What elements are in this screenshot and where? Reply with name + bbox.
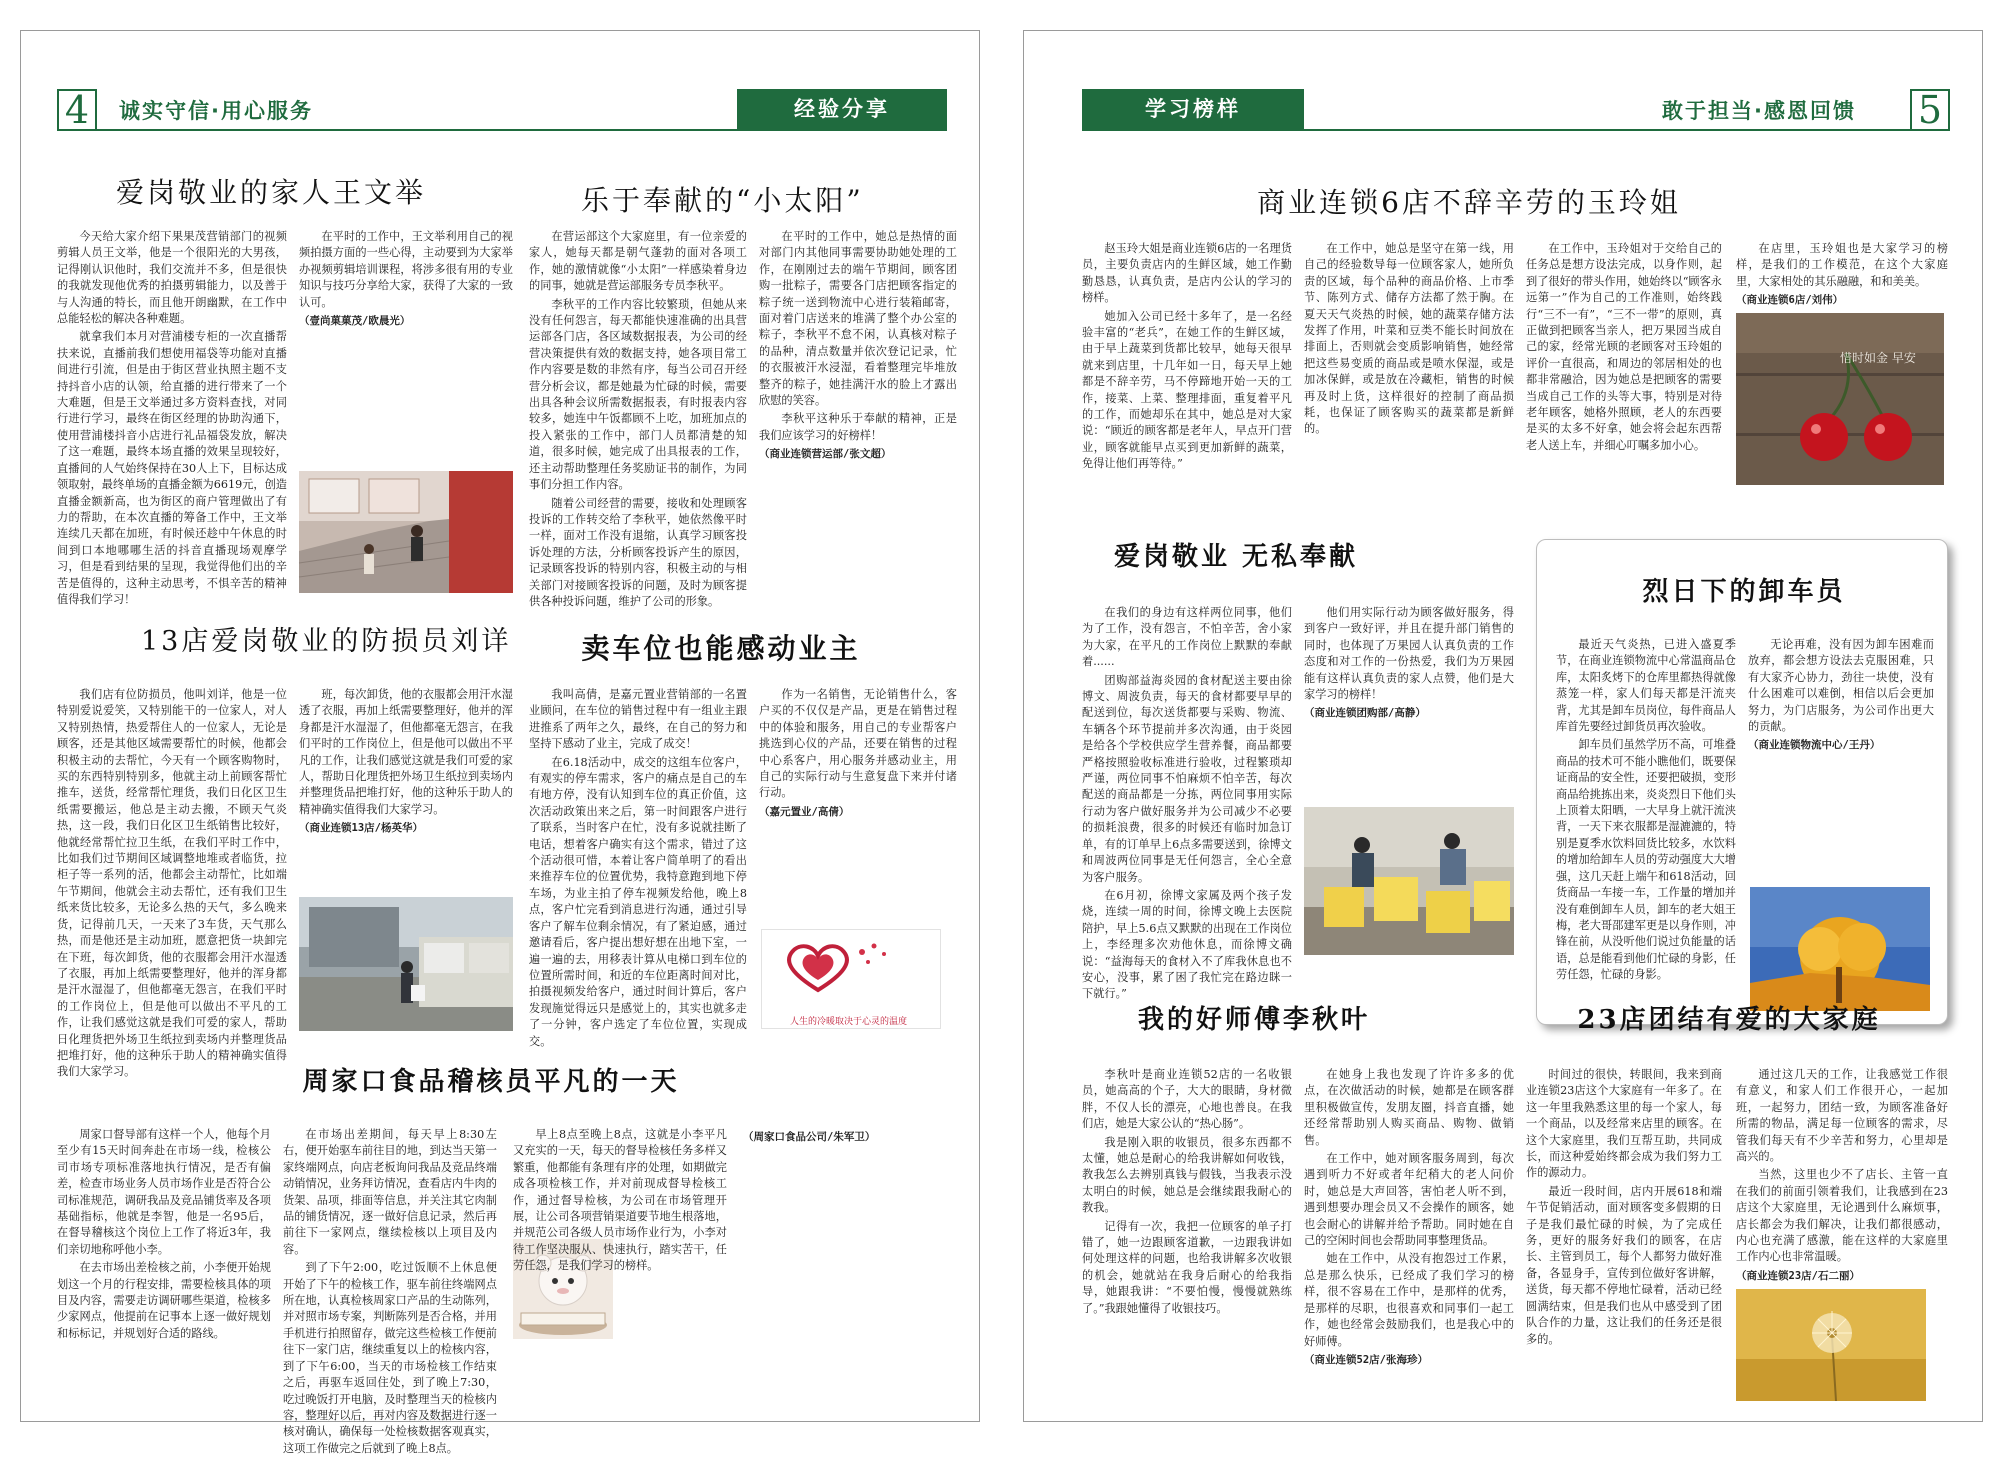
delivery-boxes-image [1304,807,1514,955]
paragraph: 团购部益海炎园的食材配送主要由徐博文、周波负责，每天的食材都要早早的配送到位，每次送货都要与采购、物流、车辆各个环节提前并多次沟通，由于炎园是给各个学校供应学生营养餐，商品都要严格按照验收标准进行验收，过程繁琐却严谨，两位同事不怕麻烦不怕辛苦，每次配送的商品都是一分拣，两位同事用实际行动为客户做好服务并为公司减少不必要的损耗浪费，很多的时候还有临时加急订单，有的订单早上6点多需要送到，徐博文和周波两位同事是无任何怨言，全心全意为客户服务。 [1082,673,1292,884]
article-body-liu-xiang-col2 [299,687,513,877]
article-title-store23: 23店团结有爱的大家庭 [1577,1005,1881,1035]
photo-cherries [1736,313,1944,485]
article-body-teacher-li [1082,1067,1292,1407]
article-body-zhoukou [57,1127,271,1403]
article-body-liu-xiang [57,687,287,1079]
byline-yu-lingjie: （商业连锁6店/刘伟） [1736,294,1844,307]
paragraph: 她在工作中，从没有抱怨过工作累，总是那么快乐，已经成了我们学习的榜样，很不容易在工作中，是那样的优秀，是那样的尽职，也很喜欢和同事们一起工作，她也经常会鼓励我们，也是我心中的好师傅。 [1304,1252,1514,1348]
photo-delivery-boxes [1304,807,1514,955]
paragraph: 最近一段时间，店内开展618和端午节促销活动，面对顾客变多假期的日子是我们最忙碌的时候，为了完成任务，更好的服务好我们的顾客，在店长、主管到员工，每个人都努力做好准备，各显身手，宣传到位做好客讲解，送货，每天都不停地忙碌着，活动已经圆满结束，但是我们也从中感受到了团队合作的力量，这让我们的任务还是很多的。 [1526,1184,1722,1346]
left-page-number: 4 [57,89,97,131]
left-page-motto: 诚实守信·用心服务 [119,99,313,123]
right-page-header [1082,89,1950,131]
article-body-zhoukou-col4 [743,1127,957,1403]
paragraph: 无论再难，没有因为卸车困难而放弃，都会想方设法去克服困难，只有大家齐心协力，劲往一块使，没有什么困难可以难倒，相信以后会更加努力，为门店服务，为公司作出更大的贡献。 [1748,638,1934,734]
heart-icon [762,930,942,1010]
article-body-unloader [1556,637,1736,1017]
paragraph: 在我们的身边有这样两位同事，他们为了工作，没有怨言，不怕辛苦，舍小家为大家，在平凡的工作岗位上默默的奉献着...... [1082,606,1292,669]
paragraph: 李秋叶是商业连锁52店的一名收银员，她高高的个子，大大的眼睛，身材微胖，不仅人长的漂亮，心地也善良。在我们店，她是大家公认的“热心肠”。 [1082,1068,1292,1131]
paragraph: 在平时的工作中，她总是热情的面对部门内其他同事需要协助她处理的工作，在刚刚过去的端午节期间，顾客团购一批粽子，需要各门店把顾客指定的粽子统一送到物流中心进行装箱邮寄，面对着门店送来的堆满了整个办公室的粽子，李秋平不怠不闲，认真核对粽子的品种，清点数量并依次登记记录，忙的衣服被汗水浸湿，看着整理完毕堆放整齐的粽子，她挂满汗水的脸上才露出欣慰的笑容。 [759,230,957,408]
article-body-little-sun [529,229,747,608]
article-body-selfless [1082,605,1292,1027]
photo-livestream-stairs [299,471,513,593]
paragraph: 在平时的工作中，王文举利用自己的视频拍摄方面的一些心得，主动要到为大家举办视频剪辑培训课程，将涉多很有用的专业知识与技巧分享给大家，获得了大家的一致认可。 [299,230,513,309]
paragraph: 他们用实际行动为顾客做好服务，得到客户一致好评，并且在提升部门销售的同时，也体现了万果园人认真负责的工作态度和对工作的一份热爱，我们为万果园能有这样认真负责的家人点赞，他们是大家学习的榜样！ [1304,606,1514,702]
article-body-wang-wenju-col2 [299,229,513,465]
paragraph: 早上8点至晚上8点，这就是小李平凡又充实的一天，每天的督导检核任务多样又繁重，他都能有条理有序的处理，如期做完成各项检核工作，并对前现成督导检核工作，通过督导检核，为公司在市场管理开展，让公司各项营销渠道要节地生根落地，并规范公司各级人员市场作业行为，小李对待工作坚决服从、快速执行，踏实苦干，任劳任怨，是我们学习的榜样。 [513,1128,727,1273]
paragraph: 当然，这里也少不了店长、主管一直在我们的前面引领着我们，让我感到在23店这个大家庭里，无论遇到什么麻烦事，店长都会为我们解决，让我们都很感动，内心也充满了感激，能在这样的大家庭里工作内心也非常温暖。 [1736,1168,1948,1264]
paragraph: 在6.18活动中，成交的这组车位客户，有观实的停车需求，客户的痛点是自己的车有地方停，没有认知到车位的真正价值，这次活动政策出来之后，第一时间跟客户进行了联系，当时客户在忙，没有多说就挂断了电话，想着客户确实有这个需求，错过了这个活动很可惜，本着让客户简单明了的看出来推荐车位的位置优势，我特意跑到地下停车场，为业主拍了停车视频发给他，晚上8点，客户忙完看到消息进行沟通，通过引导客户了解车位剩余情况，有了紧迫感，通过邀请看后，客户提出想好想在出地下室，一遍一遍的去，用移表计算从电梯口到车位的位置所需时间，和近的车位距离时间对比，拍摄视频发给客户，通过时间计算后，客户发现施觉得远只是感觉上的，其实也就多走了一分钟，客户选定了车位位置，实现成交。 [529,755,747,1048]
heart-caption: 人生的冷暖取决于心灵的温度 [790,1017,908,1027]
article-body-yu-lingjie-col3 [1526,241,1722,487]
paragraph: 周家口督导部有这样一个人，他每个月至少有15天时间奔赴在市场一线，检核公司市场专项标准落地执行情况，是否有偏差，检查市场业务人员市场作业是否符合公司标准规范，调研我品及竞品铺货率及各项基础指标，他就是李智，他是一名95后，在督导稽核这个岗位上工作了将近3年，我们亲切地称呼他小李。 [57,1128,271,1256]
paragraph: 在工作中，玉玲姐对于交给自己的任务总是想方设法完成，以身作则，起到了很好的带头作用，她始终以“顾客永远第一”作为自己的工作准则，始终践行“三不一有”，“三不一带”的原则，真正做到把顾客当亲人，把万果园当成自己的家，经常光顾的老顾客对玉玲姐的评价一直很高，和周边的邻居相处的也都非常融洽，因为她总是把顾客的需要当成自己工作的头等大事，特别是对待老年顾客，她格外照顾，老人的东西要是买的太多不好拿，她会将会起东西帮老人送上车，并细心叮嘱多加小心。 [1526,242,1722,452]
paragraph: 在去市场出差检核之前，小李便开始规划这一个月的行程安排，需要检核具体的项目及内容，需要走访调研哪些渠道，检核多少家网点，他提前在记事本上逐一做好规划和标标记，并规划好合适的路线。 [57,1261,271,1340]
paragraph: 随着公司经营的需要，接收和处理顾客投诉的工作转交给了李秋平，她依然像平时一样，面对工作没有退缩，认真学习顾客投诉处理的方法，分析顾客投诉产生的原因，记录顾客投诉的特别内容，积极主动的与相关部门对接顾客投诉的问题，及时为顾客提供各种投诉问题，维护了公司的形象。 [529,496,747,608]
article-body-store23 [1526,1067,1722,1407]
byline-little-sun: （商业连锁营运部/张文超） [759,448,892,461]
paragraph: 时间过的很快，转眼间，我来到商业连锁23店这个大家庭有一年多了。在这一年里我熟悉这里的每一个家人，每一个商品，以及经常来店里的顾客。在这个大家庭里，我们互帮互助，共同成长，而这种爱始终都会成为我们努力工作的源动力。 [1526,1068,1722,1180]
right-section-tag: 学习榜样 [1082,89,1304,129]
byline-liu-xiang: （商业连锁13店/杨英华） [299,822,423,835]
paragraph: 最近天气炎热，已进入盛夏季节，在商业连锁物流中心常温商品仓库，太阳炙烤下的仓库里都热得就像蒸笼一样，家人们每天都是汗流夹背，尤其是卸车员岗位，每件商品人库首先要经过卸货员再次验收。 [1556,638,1736,734]
left-page [20,30,980,1455]
paragraph: 通过这几天的工作，让我感觉工作很有意义，和家人们工作很开心，一起加班，一起努力，团结一致，为顾客准备好所需的物品，满足每一位顾客的需求，尽管我们每天有不少辛苦和努力，心里却是高兴的。 [1736,1068,1948,1164]
paragraph: 在工作中，她对顾客服务周到，每次遇到听力不好或者年纪稍大的老人问价时，她总是大声回答，害怕老人听不到，遇到想要办理会员又不会操作的顾客，她也会耐心的讲解并给予帮助。同时她在自己的空闲时间也会帮助同事整理货品。 [1304,1152,1514,1248]
cherries-image [1736,313,1944,485]
paragraph: 到了下午2:00，吃过饭顺不上休息便开始了下午的检核工作，驱车前往终端网点所在地，认真检核周家口产品的生动陈列，并对照市场专案，判断陈列是否合格，并用手机进行拍照留存，做完这些检核工作便前往下一家门店，继续重复以上的检核内容，到了下午6:00，当天的市场检核工作结束之后，再驱车返回住处，到了晚上7:30，吃过晚饭打开电脑，及时整理当天的检核内容，整理好以后，再对内容及数据进行逐一核对确认，确保每一处检核数据客观真实，这项工作做完之后就到了晚上8点。 [283,1261,497,1455]
paragraph: 她加入公司已经十多年了，是一名经验丰富的“老兵”，在她工作的生鲜区域，由于早上蔬菜到货都比较早，她每天很早就来到店里，十几年如一日，每天早上她都是不辞辛劳，马不停蹄地开始一天的工作，接菜、上菜、整理排面，重复着平凡的工作，而她却乐在其中，她总是对大家说：“顾近的顾客都是老年人，早点开门营业，顾客就能早点买到更加新鲜的蔬菜，免得让他们再等待。” [1082,309,1292,471]
right-page-motto: 敢于担当·感恩回馈 [1662,99,1856,123]
right-page [1023,30,1983,1422]
photo-golden-tree [1750,887,1930,1011]
article-body-parking [529,687,747,1048]
photo-store-parking [299,897,513,1031]
paragraph: 卸车员们虽然学历不高，可堆叠商品的技术可不能小瞧他们，既要保证商品的安全性，还要把破损，变形商品给挑拣出来，炎炎烈日下他们头上顶着太阳晒，一大早身上就汗流浃背，一天下来衣服都是湿漉漉的，特别是夏季水饮料回货比较多，水饮料的增加给卸车人员的劳动强度大大增强，这几天赶上端午和618活动，回货商品一车接一车，工作量的增加并没有难倒卸车人员，卸车的老大姐王梅，老大哥邵建军更是以身作则，冲锋在前，从没听他们说过负能量的话语，总是能看到他们忙碌的身影，任劳任怨，忙碌的身影。 [1556,738,1736,982]
paragraph: 就拿我们本月对营浦楼专柜的一次直播帮扶来说，直播前我们想使用福袋等功能对直播间进行引流，但是由于街区营业执照主题不支持抖音小店的认领，给直播的进行带来了一个大难题，但是王文举通过多方资料查找，对同行进行学习，最终在街区经理的协助沟通下，使用营浦楼抖音小店进行礼品福袋发放，解决了这一难题，最终本场直播的效果呈现较好，直播间的人气始终保持在30人上下，目标达成领取射，最终单场的直播金额为6619元，创造直播金额新高，也为街区的商户管理做出了有力的帮助，在本次直播的筹备工作中，王文举连续几天都在加班，有时候还趁中午休息的时间到口本地哪哪生活的抖音直播现场观摩学习，但是看到结果的呈现，我觉得他们出的辛苦是值得的，这种主动思考，不惧辛苦的精神值得我们学习！ [57,330,287,606]
paragraph: 班，每次卸货，他的衣服都会用汗水湿透了衣服，再加上纸需要整理好，他并的浑身都是汗水湿湿了，但他都毫无怨言，在我们平时的工作岗位上，但是他可以做出不平凡的工作，让我们感觉这就是我们可爱的家人，帮助日化理货把外场卫生纸拉到卖场内并整理货品把堆打好，他的这种乐于助人的精神确实值得我们大家学习。 [299,688,513,816]
article-title-zhoukou: 周家口食品稽核员平凡的一天 [302,1067,680,1097]
byline-parking: （嘉元置业/高倩） [759,805,850,818]
article-body-yu-lingjie [1082,241,1292,487]
byline-wang-wenju: （壹尚菓菓茂/欧晨光） [299,315,411,328]
right-page-number: 5 [1910,89,1950,131]
paragraph: 在店里，玉玲姐也是大家学习的榜样，是我们的工作模范，在这个大家庭里，大家相处的其乐融融，和和美美。 [1736,242,1948,288]
article-body-unloader-col2 [1748,637,1934,879]
paragraph: 我叫高倩，是嘉元置业营销部的一名置业顾问，在车位的销售过程中有一组业主跟进推系了两年之久，最终，在自己的努力和坚持下感动了业主，完成了成交！ [529,688,747,751]
paragraph: 记得有一次，我把一位顾客的单子打错了，她一边跟顾客道歉，一边跟我讲如何处理这样的问题，也给我讲解多次收银的机会，她就站在我身后耐心的给我指导，她跟我讲：“不要怕慢，慢慢就熟练了。”我跟她懂得了收银技巧。 [1082,1219,1292,1315]
store-parking-image [299,897,513,1031]
paragraph: 赵玉玲大姐是商业连锁6店的一名理货员，主要负责店内的生鲜区域，她工作勤勤恳恳，认真负责，是店内公认的学习的榜样。 [1082,242,1292,305]
article-body-yu-lingjie-col2 [1304,241,1514,487]
article-body-wang-wenju [57,229,287,606]
article-title-little-sun: 乐于奉献的“小太阳” [581,184,864,217]
article-body-selfless-col2 [1304,605,1514,797]
article-title-teacher-li: 我的好师傅李秋叶 [1137,1005,1370,1035]
paragraph: 作为一名销售，无论销售什么，客户买的不仅仅是产品，更是在销售过程中的体验和服务，用自己的专业帮客户挑选到心仪的产品，还要在销售的过程中心系客户，用心服务并感动业主，用自己的实际行动与生意复盘下来并付诸行动。 [759,688,957,800]
article-title-parking: 卖车位也能感动业主 [581,632,861,665]
paragraph: 在6月初，徐博文家属及两个孩子发烧，连续一周的时间，徐博文晚上去医院陪护，早上5.6点又默默的出现在工作岗位上，李经理多次劝他休息，而徐博文确说：“益海每天的食材入不了库我休息也不安心，没事，累了困了我忙完在路边眯一下就行。” [1082,888,1292,1001]
dandelion-image [1736,1289,1926,1401]
paragraph: 我是刚入职的收银员，很多东西都不太懂，她总是耐心的给我讲解如何收钱，教我怎么去辨别真钱与假钱，当我表示没太明白的时候，她总是会继续跟我耐心的教我。 [1082,1135,1292,1215]
golden-tree-image [1750,887,1930,1011]
article-title-wang-wenju: 爱岗敬业的家人王文举 [115,176,426,209]
article-body-yu-lingjie-col4 [1736,241,1948,307]
cherries-caption: 惜时如金 早安 [1840,351,1916,365]
paragraph: 我们店有位防损员，他叫刘详，他是一位特别爱说爱笑，又特别能干的一位家人，对人又特别热情，热爱帮住人的一位家人，无论是顾客，还是其他区域需要帮忙的时候，他都会积极主动的去帮忙，今天有一个顾客购物时，买的东西特别特别多，他就主动上前顾客帮忙推车，送货，经常帮忙理货，我们日化区卫生纸需要搬运，他总是主动去搬，不顾天气炎热，这一段，我们日化区卫生纸销售比较好，他就经常帮忙拉卫生纸，在我们平时工作中，比如我们过节期间区域调整地堆或者临货，拉柜子等一系列的活，他都会主动帮忙，比如端午节期间，他就会主动去帮忙，还有我们卫生纸来货比较多，无论多么热的天气，多么晚来货，记得前几天，一天来了3车货，天气那么热，而是他还是主动加班，愿意把货一块卸完在下班，每次卸货，他的衣服都会用汗水湿透了衣服，再加上纸需要整理好，他并的浑身都是汗水湿湿了，但他都毫无怨言，在我们平时的工作岗位上，但是他可以做出不平凡的工作，让我们感觉这就是我们可爱的家人，帮助日化理货把外场卫生纸拉到卖场内并整理货品把堆打好，他的这种乐于助人的精神确实值得我们大家学习。 [57,688,287,1079]
paragraph: 在她身上我也发现了许许多多的优点，在次做活动的时候，她都是在顾客群里积极做宣传，发朋友圈，抖音直播，她还经常帮助别人购买商品、购物、做销售。 [1304,1068,1514,1147]
paragraph: 李秋平的工作内容比较繁琐，但她从来没有任何怨言，每天都能快速准确的出具营运部各门店，各区域数据报表，为公司的经营决策提供有效的数据支持，她各项目常工作内容要是数的非然有序，每当公司召开经营分析会议，都是她最为忙碌的时候，需要出具各种会议所需数据报表，有时报表内容较多，她连中午饭都顾不上吃，加班加点的投入紧张的工作中，部门人员都清楚的知道，很多时候，她完成了出具报表的工作，还主动帮助整理任务奖励证书的制作，为同事们分担工作内容。 [529,297,747,492]
article-body-little-sun-col2 [759,229,957,593]
byline-teacher-li: （商业连锁52店/张海珍） [1304,1353,1428,1366]
article-body-teacher-li-col2 [1304,1067,1514,1407]
byline-unloader: （商业连锁物流中心/王丹） [1748,739,1881,752]
article-title-unloader: 烈日下的卸车员 [1642,577,1846,607]
article-body-store23-col2 [1736,1067,1948,1281]
paragraph: 在市场出差期间，每天早上8:30左右，便开始驱车前往目的地，到达当天第一家终端网点，向店老板询问我品及竞品终端动销情况，业务拜访情况，查看店内牛肉的货架、品项，排面等信息，并关注其它肉制品的铺货情况，逐一做好信息记录，然后再前往下一家网点，继续检核以上项目及内容。 [283,1128,497,1256]
paragraph: 今天给大家介绍下果果茂营销部门的视频剪辑人员王文举，他是一个很阳光的大男孩，记得刚认识他时，我们交流并不多，但是很快的我就发现他优秀的拍摄剪辑能力，以及善于与人沟通的特长，而且他开朗幽默，在工作中总能轻松的解决各种难题。 [57,230,287,326]
article-title-selfless: 爱岗敬业 无私奉献 [1113,542,1359,572]
left-section-tag: 经验分享 [737,89,947,129]
paragraph: 在营运部这个大家庭里，有一位亲爱的家人，她每天都是朝气蓬勃的面对各项工作，她的激情就像“小太阳”一样感染着身边的同事，她就是营运部服务专员李秋平。 [529,230,747,293]
photo-heart-graphic [761,929,941,1029]
article-body-parking-col2 [759,687,957,925]
byline-store23: （商业连锁23店/石二丽） [1736,1269,1860,1282]
paragraph: 李秋平这种乐于奉献的精神，正是我们应该学习的好榜样！ [759,412,957,442]
left-page-header [57,89,947,131]
photo-dandelion [1736,1289,1926,1401]
article-title-yu-lingjie: 商业连锁6店不辞辛劳的玉玲姐 [1257,186,1681,219]
paragraph: 在工作中，她总是坚守在第一线，用自己的经验数导每一位顾客家人，她所负责的区域，每个品种的商品价格、上市季节、陈列方式、储存方法都了然于胸。在夏天天气炎热的时候，她的蔬菜存储方法发挥了作用，叶菜和豆类不能长时间放在排面上，否则就会变质影响销售，她经常把这些易变质的商品或是喷水保湿，或是加冰保鲜，或是放在冷藏柜，销售的时候再及时上货，这样很好的控制了商品损耗，也保证了顾客购买的蔬菜都是新鲜的。 [1304,242,1514,436]
byline-zhoukou: （周家口食品公司/朱军卫） [743,1131,876,1143]
article-body-zhoukou-col2 [283,1127,497,1455]
article-title-liu-xiang: 13店爱岗敬业的防损员刘详 [141,626,512,657]
byline-selfless: （商业连锁团购部/高静） [1304,707,1426,720]
article-body-zhoukou-col3 [513,1127,727,1403]
livestream-stairs-image [299,471,513,593]
